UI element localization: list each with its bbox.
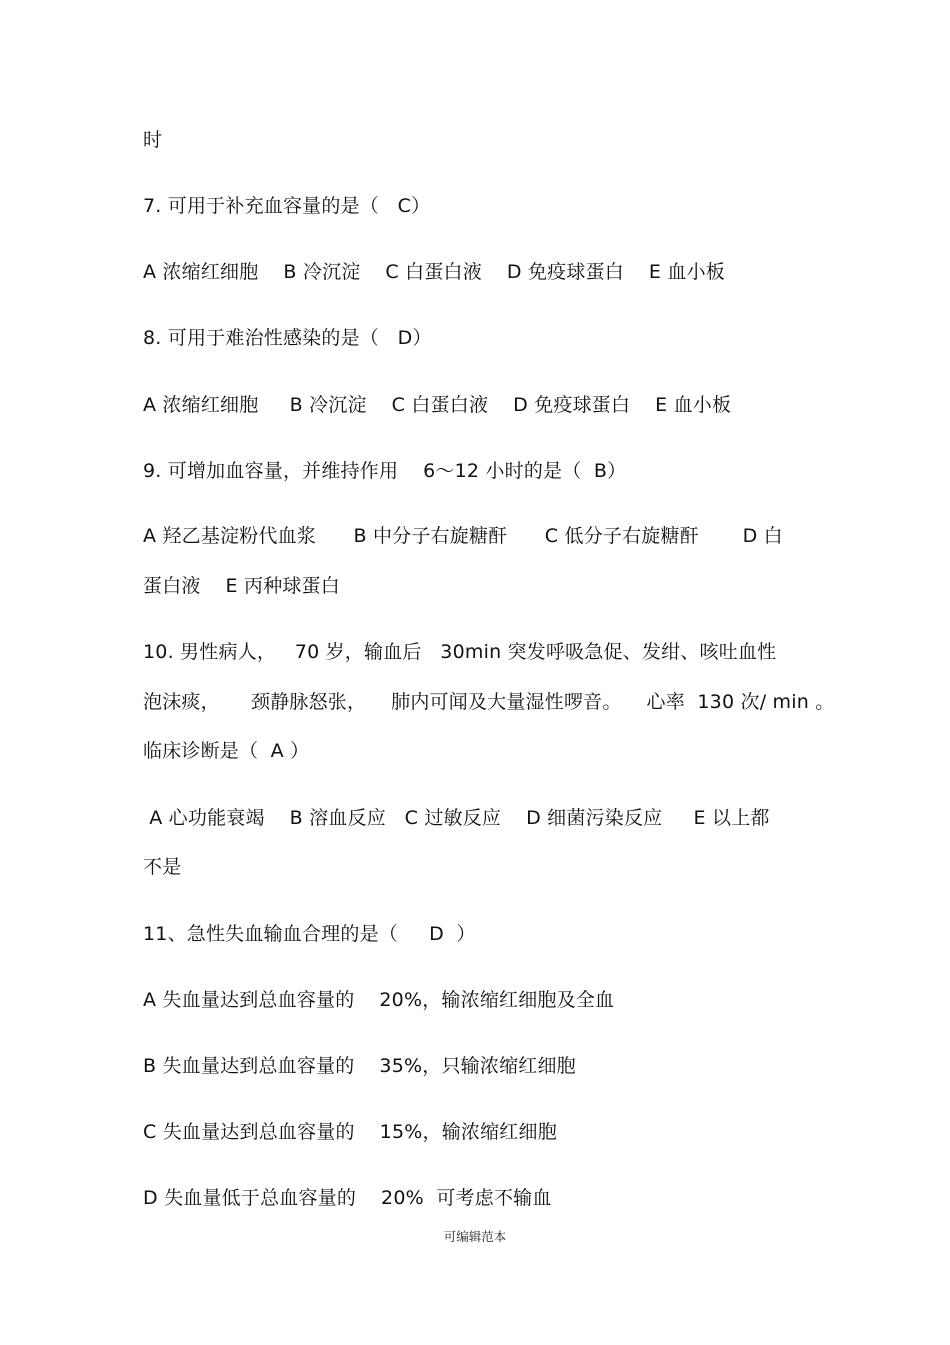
question-8: 8. 可用于难治性感染的是（ D） [143, 327, 432, 349]
question-11-option-b: B 失血量达到总血容量的 35%，只输浓缩红细胞 [143, 1055, 576, 1077]
question-10: 10. 男性病人， 70 岁，输血后 30min 突发呼吸急促、发绀、咳吐血性 [143, 641, 777, 663]
question-11: 11、急性失血输血合理的是（ D ） [143, 923, 476, 945]
question-9: 9. 可增加血容量，并维持作用 6～12 小时的是（ B） [143, 460, 627, 482]
question-10-options: A 心功能衰竭 B 溶血反应 C 过敏反应 D 细菌污染反应 E 以上都 [143, 807, 770, 829]
question-10-cont-2: 临床诊断是（ A ） [143, 740, 310, 762]
question-11-option-d: D 失血量低于总血容量的 20% 可考虑不输血 [143, 1187, 552, 1209]
question-10-options-cont: 不是 [143, 856, 182, 878]
question-8-options: A 浓缩红细胞 B 冷沉淀 C 白蛋白液 D 免疫球蛋白 E 血小板 [143, 394, 732, 416]
question-7-options: A 浓缩红细胞 B 冷沉淀 C 白蛋白液 D 免疫球蛋白 E 血小板 [143, 261, 725, 283]
question-10-cont: 泡沫痰， 颈静脉怒张， 肺内可闻及大量湿性啰音。 心率 130 次/ min 。 [143, 691, 835, 713]
question-9-options: A 羟乙基淀粉代血浆 B 中分子右旋糖酐 C 低分子右旋糖酐 D 白 [143, 525, 783, 547]
question-7: 7. 可用于补充血容量的是（ C） [143, 195, 431, 217]
question-11-option-a: A 失血量达到总血容量的 20%，输浓缩红细胞及全血 [143, 989, 615, 1011]
question-11-option-c: C 失血量达到总血容量的 15%，输浓缩红细胞 [143, 1121, 557, 1143]
question-9-options-cont: 蛋白液 E 丙种球蛋白 [143, 575, 341, 597]
text-line: 时 [143, 129, 163, 151]
page-footer: 可编辑范本 [443, 1229, 507, 1244]
